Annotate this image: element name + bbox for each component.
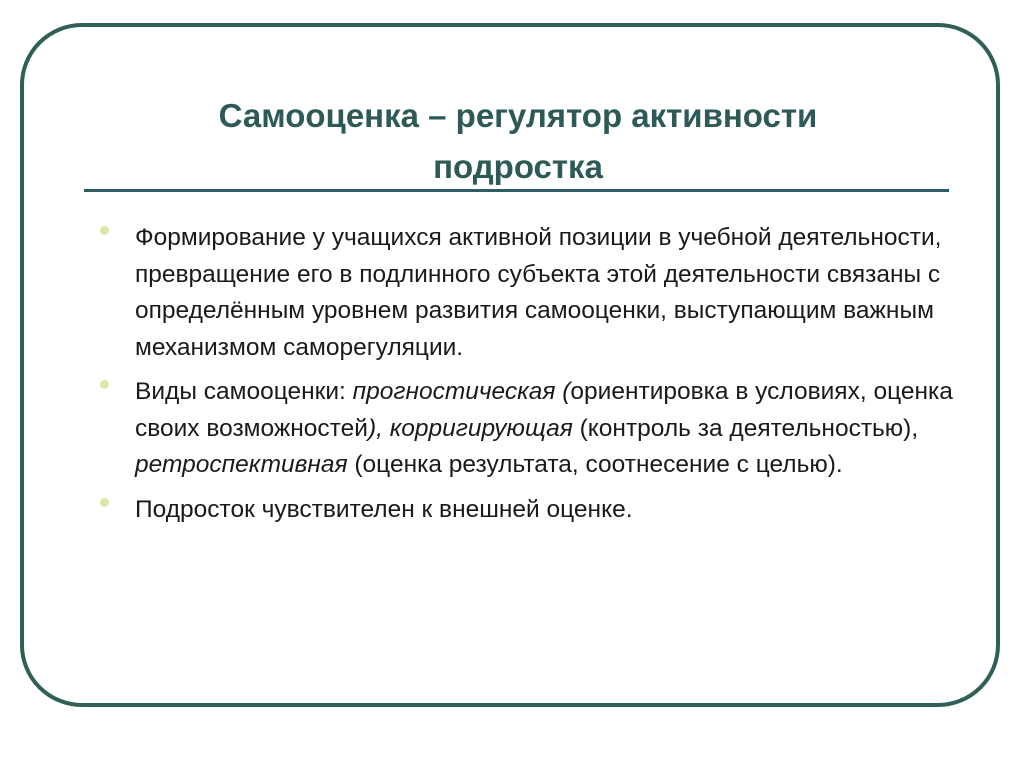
- bullet-text: Формирование у учащихся активной позиции в учебной деятельности, превращение его в подлинного субъекта этой деятельности связаны с определённым уровнем развития самооценки, выступающим важным механизмом саморегуляции.: [135, 224, 942, 361]
- bullet-dot-icon: [100, 226, 109, 235]
- segment-plain: [383, 415, 390, 442]
- slide-title-line-1: Самооценка – регулятор активности: [218, 97, 818, 134]
- bullet-item-1: [95, 220, 955, 366]
- bullet-item-2: [95, 374, 955, 484]
- segment-italic: ),: [367, 414, 383, 442]
- segment-plain: Виды самооценки:: [135, 378, 353, 405]
- bullet-item-3: [95, 492, 955, 529]
- segment-plain: ориентировка в условиях, оценка своих возможностей: [135, 378, 953, 442]
- bullet-list: [95, 220, 955, 536]
- segment-italic: прогностическая (: [352, 378, 571, 405]
- segment-plain: (контроль за деятельностью),: [572, 414, 919, 442]
- segment-italic: ретроспективная: [135, 451, 348, 478]
- bullet-text: Подросток чувствителен к внешней оценке.: [135, 495, 633, 523]
- segment-italic: корригирующая: [389, 414, 573, 442]
- slide-title: [100, 90, 936, 192]
- bullet-dot-icon: [100, 380, 109, 389]
- bullet-text: [135, 378, 953, 478]
- title-divider: [84, 189, 949, 192]
- segment-plain: (оценка результата, соотнесение с целью).: [347, 451, 843, 478]
- bullet-dot-icon: [100, 498, 109, 507]
- slide-title-line-2: подростка: [433, 148, 603, 185]
